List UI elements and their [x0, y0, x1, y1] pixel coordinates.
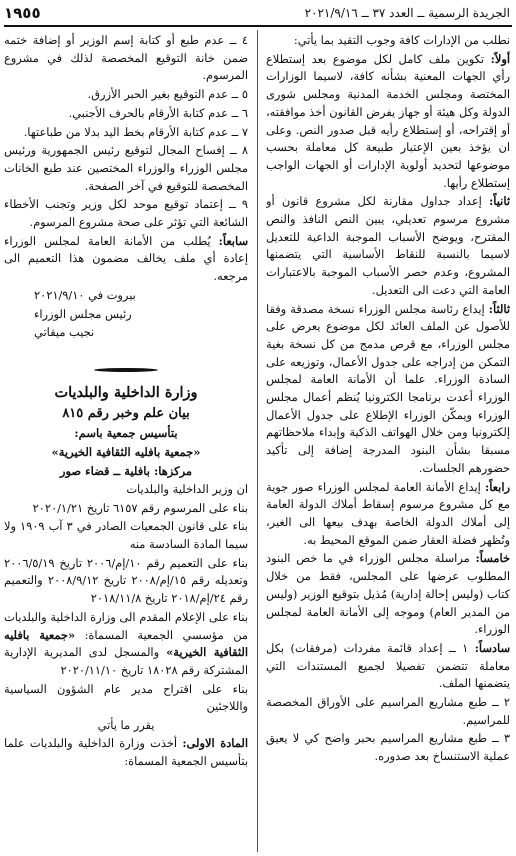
circular-intro: نطلب من الإدارات كافة وجوب التقيد بما يأتي: — [293, 33, 510, 47]
point-6-text: ١ ــ إعداد قائمة مفردات (مرفقات) بكل معاملة تتضمن تفصيلا لجميع المستندات التي يتضمنها الملف. — [266, 640, 510, 691]
point-2-text: إعداد جداول مقارنة لكل مشروع قانون أو مشروع مرسوم تعديلي، يبين النص النافذ والنص المقترح، ويوضح الأسباب الموجبة الداعية للتعديل لاسيما بالنسبة للنقاط الأساسية التي يتضمنها المشروع، وعدم حصر الأسباب الموجبة بالاعتبارات العامة التي دعت الى التعديل. — [266, 194, 510, 297]
page-header — [4, 4, 512, 24]
point-5-label: خامساً: — [475, 551, 510, 566]
circular-point-4 — [266, 479, 510, 550]
article-1 — [4, 735, 248, 770]
list-item-8: ٨ ــ إفساح المجال لتوقيع رئيس الجمهورية ورئيس مجلس الوزراء والوزراء المختصين عند طبع الخانات المخصصة للتوقيع في آخر الصفحة. — [4, 143, 248, 193]
decides-line: يقرر ما يأتي — [97, 718, 155, 733]
list-item-5: ٥ ــ عدم التوقيع بغير الحبر الأزرق. — [87, 87, 248, 102]
notification-association-name: «جمعية بافليه الثقافية الخيرية» — [4, 627, 248, 660]
circular-point-6-item-2: ٢ ــ طبع مشاريع المراسيم على الأوراق المخصصة للمراسيم. — [266, 695, 510, 727]
circular-point-2 — [266, 193, 510, 299]
right-column — [266, 32, 510, 856]
founding-line: بتأسيس جمعية باسم: — [74, 425, 178, 440]
point-4-text: إيداع الأمانة العامة لمجلس الوزراء صور جوية مع كل مشروع مرسوم إسقاط أملاك الدولة العامة إلى أملاك الدولة الخاصة بهدف بيعها الى الغير، وتُظهر فضلة العقار ضمن الموقع المحيط به. — [266, 479, 510, 547]
list-item-4: ٤ ــ عدم طبع أو كتابة إسم الوزير أو إضافة ختمه ضمن خانة التوقيع المخصصة لذلك في مشروع المرسوم. — [4, 33, 248, 83]
basis-proposal: بناء على اقتراح مدير عام الشؤون السياسية واللاجئين — [4, 681, 248, 714]
basis-law: بناء على قانون الجمعيات الصادر في ٣ آب ١٩٠٩ ولا سيما المادة السادسة منه — [4, 519, 248, 552]
signer-name: نجيب ميقاتي — [34, 325, 95, 340]
point-4-label: رابعاً: — [484, 479, 510, 494]
point-7-text: يُطلب من الأمانة العامة لمجلس الوزراء إعادة أي ملف يخالف مضمون هذا التعميم الى مرجعه. — [4, 233, 248, 284]
circular-point-1 — [266, 51, 510, 193]
basis-decree: بناء على المرسوم رقم ٦١٥٧ تاريخ ٢٠٢٠/١/٢١ — [32, 500, 248, 515]
point-6-label: سادساً: — [474, 640, 510, 655]
signer-title: رئيس مجلس الوزراء — [34, 306, 132, 321]
point-2-label: ثانياً: — [489, 194, 510, 209]
left-column — [4, 32, 248, 856]
notice-title: بيان علم وخبر رقم ٨١٥ — [62, 405, 190, 421]
basis-circulars: بناء على التعميم رقم ١٠/إم/٢٠٠٦ تاريخ ٢٠٠٦/٥/١٩ وتعديله رقم ١٥/إم/٢٠٠٨ تاريخ ٢٠٠٨/٩/١٢ والتعميم رقم ٢٤/إم/٢٠١٨ تاريخ ٢٠١٨/١١/٨ — [4, 555, 248, 606]
association-name: «جمعية بافليه الثقافية الخيرية» — [51, 444, 201, 459]
basis-notification — [4, 609, 248, 680]
association-headquarters: مركزها: بافلية ــ قضاء صور — [59, 463, 193, 478]
ministry-heading: وزارة الداخلية والبلديات — [54, 383, 198, 401]
point-3-text: إيداع رئاسة مجلس الوزراء نسخة مصدقة وفقا للأصول عن الملف العائد لكل موضوع يعرض على مجلس الوزراء، مع قرص مدمج من كل نسخة بغية التمكن من إدراجه على جدول الأعمال، وتوزيعه على السادة الوزراء. علما أن الأمانة العامة لمجلس الوزراء أعدت برنامجا الكترونيا يُنظم أعمال مجلس الوزراء ويمكّن الوزراء الإطلاع على جدول الأعمال إلكترونيا ومن خلال الهواتف الذكية وإبداء ملاحظاتهم مسبقا بشأن البنود المدرجة إضافة إلى تأكيد حضورهم الجلسات. — [266, 301, 510, 475]
section-separator — [94, 368, 158, 372]
point-5-text: مراسلة مجلس الوزراء في ما خص البنود المطلوب عرضها على المجلس، فقط من خلال كتاب (وليس إحالة إدارية) مُذيل بتوقيع الوزير (وليس من المدير العام) وموجه إلى الأمانة العامة لمجلس الوزراء. — [266, 551, 510, 637]
point-7-label: سابعاً: — [218, 233, 248, 248]
list-item-7: ٧ ــ عدم كتابة الأرقام بخط اليد بدلا من طباعتها. — [23, 124, 248, 139]
point-3-label: ثالثاً: — [488, 301, 510, 316]
article-1-text: أخذت وزارة الداخلية والبلديات علما بتأسيس الجمعية المسماة: — [4, 735, 248, 768]
circular-point-7 — [4, 233, 248, 286]
list-item-9: ٩ ــ إعتماد توقيع موحد لكل وزير وتجنب الأخطاء الشائعة التي تؤثر على صحة مشروع المرسوم. — [4, 197, 248, 230]
article-1-label: المادة الاولى: — [182, 735, 248, 750]
notification-text-start: بناء على الإعلام المقدم الى وزارة الداخلية والبلديات من مؤسسي الجمعية المسماة: — [4, 609, 248, 642]
point-1-text: تكوين ملف كامل لكل موضوع بعد إستطلاع رأي الجهات المعنية بشأنه كافة، لاسيما الوزارات المختصة ومجلس الخدمة المدنية ومجلس شورى الدولة وكل هيئة أو جهاز يفرض القانون أخذ موافقته، أو إقتراحه، أو إستطلاع رأيه قبل صدور النص. وعلى ان يؤخذ بعين الإعتبار طبيعة كل معاملة بحسب موضوعها لتحديد أولوية الإدارات أو الجهات الواجب إستطلاع رأيها. — [266, 51, 510, 190]
circular-point-5 — [266, 550, 510, 639]
page-number: ١٩٥٥ — [4, 4, 41, 22]
point-1-label: أولاً: — [490, 51, 510, 66]
circular-point-6 — [266, 640, 510, 693]
list-item-6: ٦ ــ عدم كتابة الأرقام بالحرف الأجنبي. — [68, 105, 248, 120]
minister-line: ان وزير الداخلية والبلديات — [126, 481, 248, 496]
circular-point-6-item-3: ٣ ــ طبع مشاريع المراسيم بحبر واضح كي لا يعيق عملية الاستنساخ بعد صدوره. — [266, 731, 510, 764]
column-divider — [257, 30, 258, 852]
place-and-date: بيروت في ٢٠٢١/٩/١٠ — [34, 287, 136, 302]
circular-point-3 — [266, 301, 510, 478]
notification-text-end: والمسجل لدى المديرية الإدارية المشتركة رقم ١٨٠٢٨ تاريخ ٢٠٢٠/١١/١٠ — [4, 645, 248, 677]
gazette-issue-line: الجريدة الرسمية ــ العدد ٣٧ ــ ٢٠٢١/٩/١٦ — [304, 6, 510, 20]
header-rule — [4, 25, 512, 27]
